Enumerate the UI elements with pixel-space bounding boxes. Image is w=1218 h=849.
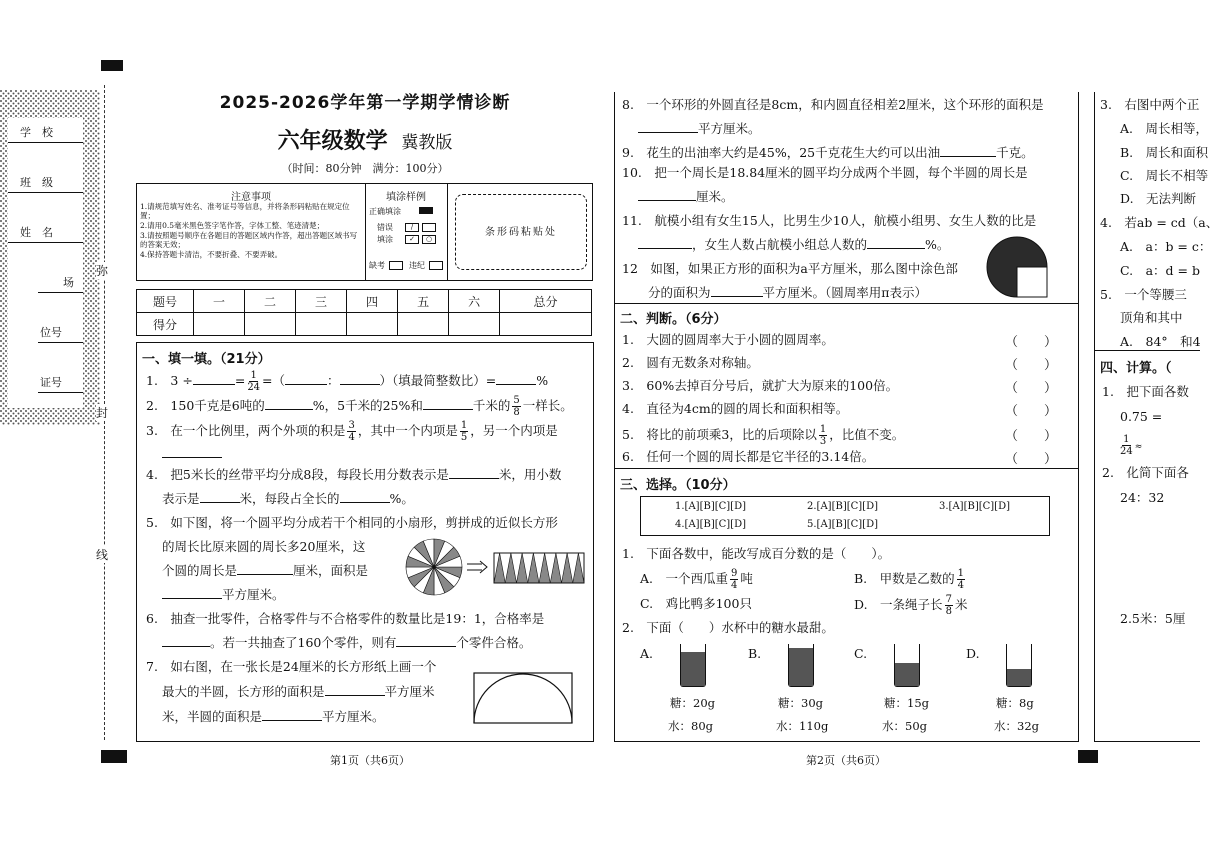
answer-blank[interactable]	[162, 635, 210, 647]
judge-answer-paren[interactable]: （ ）	[1005, 381, 1058, 396]
section-fill-title: 一、填一填。（21分）	[142, 352, 271, 367]
fill-q12-cont: 分的面积为 平方厘米。（圆周率用π表示）	[648, 285, 927, 300]
time-info: （时间：80分钟 满分：100分）	[281, 162, 449, 175]
cup-option-label[interactable]: A.	[640, 646, 654, 661]
fill-q10: 10. 把一个周长是18.84厘米的圆平均分成两个半圆，每个半圆的周长是	[622, 165, 1028, 180]
name-field-label: 姓 名	[20, 226, 53, 239]
choice-q1-option-d[interactable]: D. 一条绳子长 $\frac{7}{8}$ 米	[854, 594, 968, 617]
fill-q3: 3. 在一个比例里，两个外项的积是 $\frac{3}{4}$ ，其中一个内项是 $\frac{1}{5}$ ，另一个内项是	[146, 420, 558, 443]
answer-blank[interactable]	[265, 398, 313, 410]
score-cell	[194, 313, 245, 336]
fill-example-heading: 填涂样例	[386, 192, 426, 203]
answer-blank[interactable]	[449, 467, 499, 479]
sector-piece	[550, 553, 561, 583]
answer-blank[interactable]	[237, 563, 293, 575]
calc-q2-a: 24：32	[1120, 490, 1165, 505]
notice-box	[136, 183, 593, 281]
answer-blank[interactable]	[193, 373, 235, 385]
cup-liquid	[789, 648, 813, 686]
answer-blank[interactable]	[340, 373, 380, 385]
judge-q2: 2. 圆有无数条对称轴。	[622, 355, 759, 370]
arrow-icon	[466, 561, 488, 573]
answer-blank[interactable]	[638, 121, 698, 133]
fill-q11-cont: ，女生人数占航模小组总人数的 %。	[638, 237, 949, 253]
section-divider	[1094, 350, 1200, 351]
fill-q5-cont3: 平方厘米。	[162, 587, 285, 603]
page2-left-border	[614, 92, 615, 742]
cup-icon	[788, 644, 814, 687]
cup-option-label[interactable]: C.	[854, 646, 868, 661]
score-cell	[245, 313, 296, 336]
subject-title: 六年级数学	[277, 128, 388, 154]
score-header-cell: 总分	[500, 290, 592, 313]
calc-q1: 1. 把下面各数	[1102, 384, 1189, 399]
answer-blank[interactable]	[262, 709, 322, 721]
registration-mark	[101, 60, 123, 71]
school-field-label: 学 校	[20, 126, 53, 139]
fill-q4-cont: 表示是 米，每段占全长的 %。	[162, 491, 414, 506]
score-cell	[398, 313, 449, 336]
cup-liquid	[895, 663, 919, 686]
absent-checkbox[interactable]	[389, 261, 403, 270]
cup-sugar-amount: 糖：30g	[778, 696, 823, 710]
fill-q7-cont2: 米，半圆的面积是 平方厘米。	[162, 709, 385, 724]
score-cell	[296, 313, 347, 336]
notice-heading: 注意事项	[231, 192, 271, 203]
p3-q4-option-a[interactable]: A. a：b = c：	[1120, 239, 1212, 254]
sector-piece	[528, 553, 539, 583]
p3-q3-option-d[interactable]: D. 无法判断	[1120, 191, 1197, 206]
rearranged-rectangle-figure	[492, 552, 586, 584]
p3-q5-cont: 顶角和其中	[1120, 310, 1183, 325]
barcode-label: 条形码粘贴处	[485, 227, 557, 238]
page1-footer: 第1页（共6页）	[330, 754, 410, 767]
judge-answer-paren[interactable]: （ ）	[1005, 452, 1058, 467]
page2-bottom-border	[614, 741, 1078, 742]
section-divider	[614, 468, 1078, 469]
fraction: $\frac{3}{4}$	[348, 420, 355, 443]
answer-blank[interactable]	[423, 398, 473, 410]
fill-q1: 1. 3 ÷ = $\frac{1}{24}$ =（ ： ）（填最简整数比）= %	[146, 370, 549, 393]
correct-fill-label: 正确填涂	[369, 207, 401, 216]
cup-sugar-amount: 糖：20g	[670, 696, 715, 710]
score-header-cell: 三	[296, 290, 347, 313]
wrong-fill-mark: ○	[422, 235, 436, 244]
seal-word-feng: 封	[96, 406, 109, 420]
answer-blank[interactable]	[200, 491, 240, 503]
violation-label: 违纪	[409, 261, 425, 270]
cup-sugar-amount: 糖：8g	[996, 696, 1034, 710]
fraction: $\frac{9}{4}$	[731, 568, 738, 591]
correct-fill-mark	[419, 207, 433, 214]
judge-answer-paren[interactable]: （ ）	[1005, 335, 1058, 350]
answer-blank[interactable]	[325, 684, 385, 696]
fill-q7-cont1: 最大的半圆，长方形的面积是 平方厘米	[162, 684, 435, 699]
fraction: $\frac{1}{24}$	[1120, 434, 1133, 457]
fill-q8-cont: 平方厘米。	[638, 121, 761, 137]
seal-word-mi: 弥	[96, 264, 109, 278]
fill-q2: 2. 150千克是6吨的 %，5千米的25%和 千米的 $\frac{5}{8}$ 一样长。	[146, 395, 573, 418]
sector-piece	[573, 553, 584, 583]
answer-blank[interactable]	[162, 587, 222, 599]
field-line	[38, 392, 83, 393]
seat-field-label: 位号	[40, 326, 62, 339]
p3-q4-option-c[interactable]: C. a：d = b	[1120, 263, 1200, 278]
judge-q6: 6. 任何一个圆的周长都是它半径的3.14倍。	[622, 449, 875, 464]
answer-blank[interactable]	[496, 373, 536, 385]
answer-grid-item[interactable]: 5.[A][B][C][D]	[807, 519, 878, 530]
answer-grid-item[interactable]: 2.[A][B][C][D]	[807, 501, 878, 512]
fill-q5: 5. 如下图，将一个圆平均分成若干个相同的小扇形，剪拼成的近似长方形	[146, 515, 558, 530]
fraction: $\frac{5}{8}$	[513, 395, 520, 418]
seal-word-xian: 线	[96, 548, 109, 562]
answer-blank[interactable]	[396, 635, 456, 647]
fill-q5-cont1: 的周长比原来圆的周长多20厘米，这	[162, 539, 366, 554]
sector-piece	[494, 553, 505, 583]
score-header-cell: 六	[449, 290, 500, 313]
score-header-cell: 一	[194, 290, 245, 313]
answer-blank[interactable]	[638, 237, 692, 249]
score-header-cell: 题号	[137, 290, 194, 313]
fill-q9: 9. 花生的出油率大约是45%，25千克花生大约可以出油 千克。	[622, 145, 1034, 160]
barcode-area	[455, 194, 587, 270]
score-cell	[347, 313, 398, 336]
cup-option-label[interactable]: B.	[748, 646, 762, 661]
fraction: $\frac{7}{8}$	[945, 594, 952, 617]
edition-label: 冀教版	[401, 133, 453, 153]
cup-water-amount: 水：110g	[776, 719, 829, 733]
cup-icon	[1006, 644, 1032, 687]
circle-square-figure	[986, 236, 1050, 300]
choice-q2: 2. 下面（ ）水杯中的糖水最甜。	[622, 620, 834, 635]
page2-right-border	[1078, 92, 1079, 742]
fill-q5-cont2: 个圆的周长是 厘米，面积是	[162, 563, 369, 578]
cup-water-amount: 水：32g	[994, 719, 1039, 733]
registration-mark	[101, 750, 127, 763]
fill-q4: 4. 把5米长的丝带平均分成8段，每段长用分数表示是 米，用小数	[146, 467, 562, 482]
score-cell	[449, 313, 500, 336]
cup-sugar-amount: 糖：15g	[884, 696, 929, 710]
field-line	[38, 342, 83, 343]
field-line	[38, 292, 83, 293]
wrong-fill-mark: ✓	[405, 235, 419, 244]
violation-checkbox[interactable]	[429, 261, 443, 270]
sector-piece	[517, 553, 528, 583]
fill-q6: 6. 抽查一批零件，合格零件与不合格零件的数量比是19：1，合格率是	[146, 611, 545, 626]
score-header-cell: 四	[347, 290, 398, 313]
notice-line: 3.请按照题号顺序在各题目的答题区域内作答，超出答题区域书写的答案无效；	[140, 231, 358, 249]
fill-q6-cont: 。若一共抽查了160个零件，则有 个零件合格。	[162, 635, 531, 651]
p3-q5: 5. 一个等腰三	[1100, 287, 1187, 302]
answer-blank[interactable]	[340, 491, 390, 503]
answer-grid-item[interactable]: 1.[A][B][C][D]	[675, 501, 746, 512]
answer-blank[interactable]	[867, 237, 925, 249]
page3-left-border	[1094, 92, 1095, 742]
judge-answer-paren[interactable]: （ ）	[1005, 358, 1058, 373]
wrong-fill-label-2: 填涂	[377, 235, 393, 244]
p3-q3-option-b[interactable]: B. 周长和面积	[1120, 145, 1209, 160]
score-header-cell: 五	[398, 290, 449, 313]
exam-subject	[170, 124, 560, 155]
exam-title: 2025-2026学年第一学期学情诊断	[219, 93, 511, 113]
room-field-label: 场	[63, 276, 74, 289]
class-field-label: 班 级	[20, 176, 53, 189]
answer-grid-item[interactable]: 3.[A][B][C][D]	[939, 501, 1010, 512]
fill-q8: 8. 一个环形的外圆直径是8cm，和内圆直径相差2厘米，这个环形的面积是	[622, 97, 1044, 112]
score-row-label: 得分	[137, 313, 194, 336]
id-field-label: 证号	[40, 376, 62, 389]
semicircle-in-rectangle-figure	[473, 672, 573, 724]
section-divider	[614, 303, 1078, 304]
choice-q1: 1. 下面各数中，能改写成百分数的是（ ）。	[622, 546, 891, 561]
calc-q1-b: $\frac{1}{24}$ ≈	[1120, 434, 1143, 457]
section-choice-title: 三、选择。（10分）	[620, 478, 736, 493]
fraction: $\frac{1}{3}$	[819, 424, 827, 447]
calc-q1-a: 0.75 =	[1120, 409, 1163, 424]
fill-q7: 7. 如右图，在一张长是24厘米的长方形纸上画一个	[146, 659, 437, 674]
answer-blank[interactable]	[638, 189, 696, 201]
score-header-cell: 二	[245, 290, 296, 313]
wrong-fill-mark	[422, 223, 436, 232]
section-judge-title: 二、判断。（6分）	[620, 312, 727, 327]
fill-q12: 12 如图，如果正方形的面积为a平方厘米，那么图中涂色部	[622, 261, 958, 276]
page3-bottom-border	[1094, 741, 1200, 742]
judge-answer-paren[interactable]: （ ）	[1005, 429, 1058, 444]
judge-q3: 3. 60%去掉百分号后，就扩大为原来的100倍。	[622, 378, 899, 393]
cup-water-amount: 水：50g	[882, 719, 927, 733]
p3-q3: 3. 右图中两个正	[1100, 97, 1200, 112]
wrong-fill-mark: /	[405, 223, 419, 232]
absent-label: 缺考	[369, 261, 385, 270]
p3-q4: 4. 若ab = cd（a、	[1100, 215, 1218, 230]
score-cell	[500, 313, 592, 336]
judge-q4: 4. 直径为4cm的圆的周长和面积相等。	[622, 401, 849, 416]
cup-icon	[680, 644, 706, 687]
sector-piece	[562, 553, 573, 583]
fill-q10-cont: 厘米。	[638, 189, 734, 205]
p3-q5-option-a[interactable]: A. 84° 和4	[1120, 334, 1201, 349]
p3-q3-option-c[interactable]: C. 周长不相等	[1120, 168, 1209, 183]
field-line	[8, 142, 83, 143]
choice-q1-option-c[interactable]: C. 鸡比鸭多100只	[640, 596, 752, 611]
fraction: $\frac{1}{4}$	[957, 568, 965, 591]
judge-q5: 5. 将比的前项乘3，比的后项除以 $\frac{1}{3}$ ，比值不变。	[622, 424, 905, 447]
fraction: $\frac{1}{5}$	[460, 420, 468, 443]
cup-water-amount: 水：80g	[668, 719, 713, 733]
registration-mark	[1078, 750, 1098, 763]
choice-q1-option-a[interactable]: A. 一个西瓜重 $\frac{9}{4}$ 吨	[640, 568, 753, 591]
calc-q2: 2. 化简下面各	[1102, 465, 1189, 480]
judge-answer-paren[interactable]: （ ）	[1005, 404, 1058, 419]
notice-divider	[447, 184, 448, 280]
notice-line: 4.保持答题卡清洁，不要折叠、不要弄破。	[140, 250, 283, 259]
answer-grid-box	[640, 496, 1050, 536]
section-calc-title: 四、计算。（	[1100, 361, 1172, 376]
notice-line: 1.请规范填写姓名、准考证号等信息，并将条形码粘贴在规定位置；	[140, 202, 350, 220]
fraction: $\frac{1}{24}$	[247, 370, 261, 393]
binding-fields	[8, 118, 83, 408]
cup-option-label[interactable]: D.	[966, 646, 980, 661]
page2-footer: 第2页（共6页）	[806, 754, 886, 767]
answer-blank[interactable]	[162, 446, 222, 458]
field-line	[8, 192, 83, 193]
circle-sectors-figure	[404, 537, 464, 597]
choice-q1-option-b[interactable]: B. 甲数是乙数的 $\frac{1}{4}$	[854, 568, 965, 591]
answer-blank[interactable]	[940, 145, 996, 157]
score-table	[136, 289, 592, 336]
answer-grid-item[interactable]: 4.[A][B][C][D]	[675, 519, 746, 530]
field-line	[8, 242, 83, 243]
p3-q3-option-a[interactable]: A. 周长相等，	[1120, 121, 1209, 136]
fill-q11: 11. 航模小组有女生15人，比男生少10人，航模小组男、女生人数的比是	[622, 213, 1037, 228]
cup-liquid	[681, 652, 705, 686]
cup-icon	[894, 644, 920, 687]
cup-liquid	[1007, 669, 1031, 686]
sector-piece	[505, 553, 516, 583]
answer-blank[interactable]	[711, 285, 763, 297]
wrong-fill-label-1: 错误	[377, 223, 393, 232]
notice-line: 2.请用0.5毫米黑色签字笔作答，字体工整、笔迹清楚；	[140, 221, 325, 230]
judge-q1: 1. 大圆的圆周率大于小圆的圆周率。	[622, 332, 834, 347]
sector-piece	[539, 553, 550, 583]
answer-blank[interactable]	[285, 373, 327, 385]
calc-q2-b: 2.5米：5厘	[1120, 611, 1186, 626]
